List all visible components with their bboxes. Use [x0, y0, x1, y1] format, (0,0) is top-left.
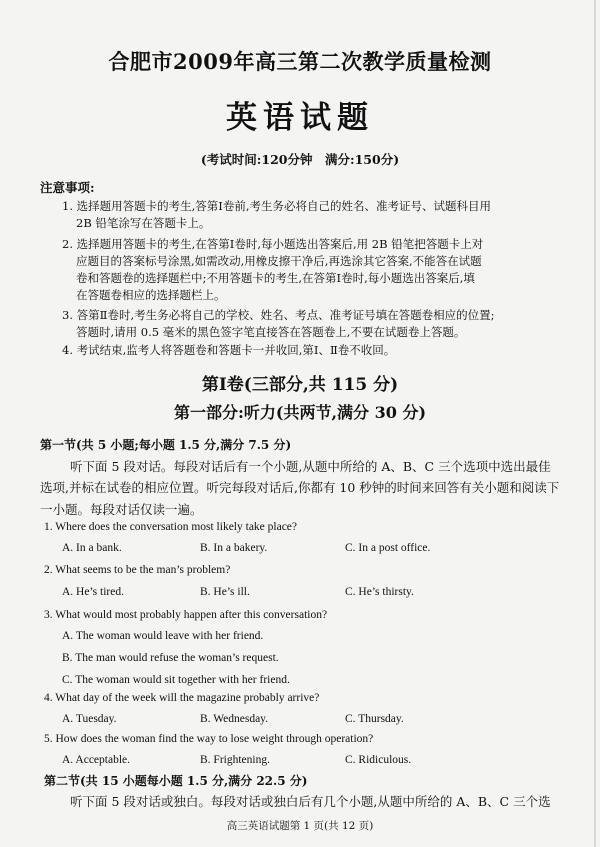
question-stem: 3. What would most probably happen after this conversation? — [44, 609, 328, 621]
question-option: B. In a bakery. — [200, 542, 268, 554]
question-option: B. The man would refuse the woman’s request. — [62, 652, 279, 664]
question-stem: 2. What seems to be the man’s problem? — [44, 564, 231, 576]
exam-title: 合肥市2009年高三第二次教学质量检测 — [108, 49, 492, 74]
subsection2-heading: 第二节(共 15 小题每小题 1.5 分,满分 22.5 分) — [44, 774, 308, 788]
subsection1-instruction-line: 选项,并标在试卷的相应位置。听完每段对话后,你都有 10 秒钟的时间来回答有关小题和阅读下 — [40, 480, 560, 495]
scan-edge-line — [594, 0, 596, 847]
notice-line: 应题目的答案标号涂黑,如需改动,用橡皮擦干净后,再选涂其它答案,不能答在试题 — [76, 254, 482, 268]
notice-line: 答题时,请用 0.5 毫米的黑色签字笔直接答在答题卷上,不要在试题卷上答题。 — [76, 325, 466, 339]
question-option: A. The woman would leave with her friend. — [62, 630, 264, 642]
notice-line: 2B 铅笔涂写在答题卡上。 — [76, 216, 211, 230]
question-option: C. Ridiculous. — [345, 754, 412, 766]
notice-heading: 注意事项: — [40, 180, 95, 195]
notice-line: 卷和答题卷的选择题栏中;不用答题卡的考生,在答第Ⅰ卷时,每小题选出答案后,填 — [76, 271, 475, 285]
subsection2-instruction-line: 听下面 5 段对话或独白。每段对话或独白后有几个小题,从题中所给的 A、B、C 三个选 — [70, 794, 551, 809]
part1-heading: 第Ⅰ卷(三部分,共 115 分) — [201, 375, 399, 395]
subsection1-instruction-line: 一小题。每段对话仅读一遍。 — [40, 502, 203, 517]
question-option: C. The woman would sit together with her friend. — [62, 674, 290, 686]
question-option: B. Wednesday. — [200, 713, 269, 725]
question-stem: 4. What day of the week will the magazine probably arrive? — [44, 692, 320, 704]
question-option: C. He’s thirsty. — [345, 586, 414, 598]
exam-subject-title: 英语试题 — [226, 100, 374, 136]
notice-line: 4. 考试结束,监考人将答题卷和答题卡一并收回,第Ⅰ、Ⅱ卷不收回。 — [62, 343, 396, 357]
question-option: A. In a bank. — [62, 542, 122, 554]
question-option: A. Acceptable. — [62, 754, 131, 766]
page-footer: 高三英语试题第 1 页(共 12 页) — [226, 820, 374, 832]
question-option: B. Frightening. — [200, 754, 270, 766]
exam-time-score-info: (考试时间:120分钟 满分:150分) — [200, 152, 400, 167]
notice-line: 2. 选择题用答题卡的考生,在答第Ⅰ卷时,每小题选出答案后,用 2B 铅笔把答题卡上对 — [62, 237, 484, 251]
question-option: B. He’s ill. — [200, 586, 250, 598]
notice-line: 1. 选择题用答题卡的考生,答第Ⅰ卷前,考生务必将自己的姓名、准考证号、试题科目用 — [62, 199, 491, 213]
question-option: C. In a post office. — [345, 542, 431, 554]
subsection1-instruction-line: 听下面 5 段对话。每段对话后有一个小题,从题中所给的 A、B、C 三个选项中选出最佳 — [70, 459, 551, 474]
subsection1-heading: 第一节(共 5 小题;每小题 1.5 分,满分 7.5 分) — [40, 438, 292, 452]
question-option: C. Thursday. — [345, 713, 404, 725]
notice-line: 在答题卷相应的选择题栏上。 — [76, 288, 226, 302]
notice-line: 3. 答第Ⅱ卷时,考生务必将自己的学校、姓名、考点、准考证号填在答题卷相应的位置; — [62, 308, 495, 322]
section1-heading: 第一部分:听力(共两节,满分 30 分) — [173, 403, 427, 422]
question-stem: 1. Where does the conversation most likely take place? — [44, 521, 298, 533]
question-stem: 5. How does the woman find the way to lose weight through operation? — [44, 733, 374, 745]
question-option: A. Tuesday. — [62, 713, 117, 725]
question-option: A. He’s tired. — [62, 586, 124, 598]
